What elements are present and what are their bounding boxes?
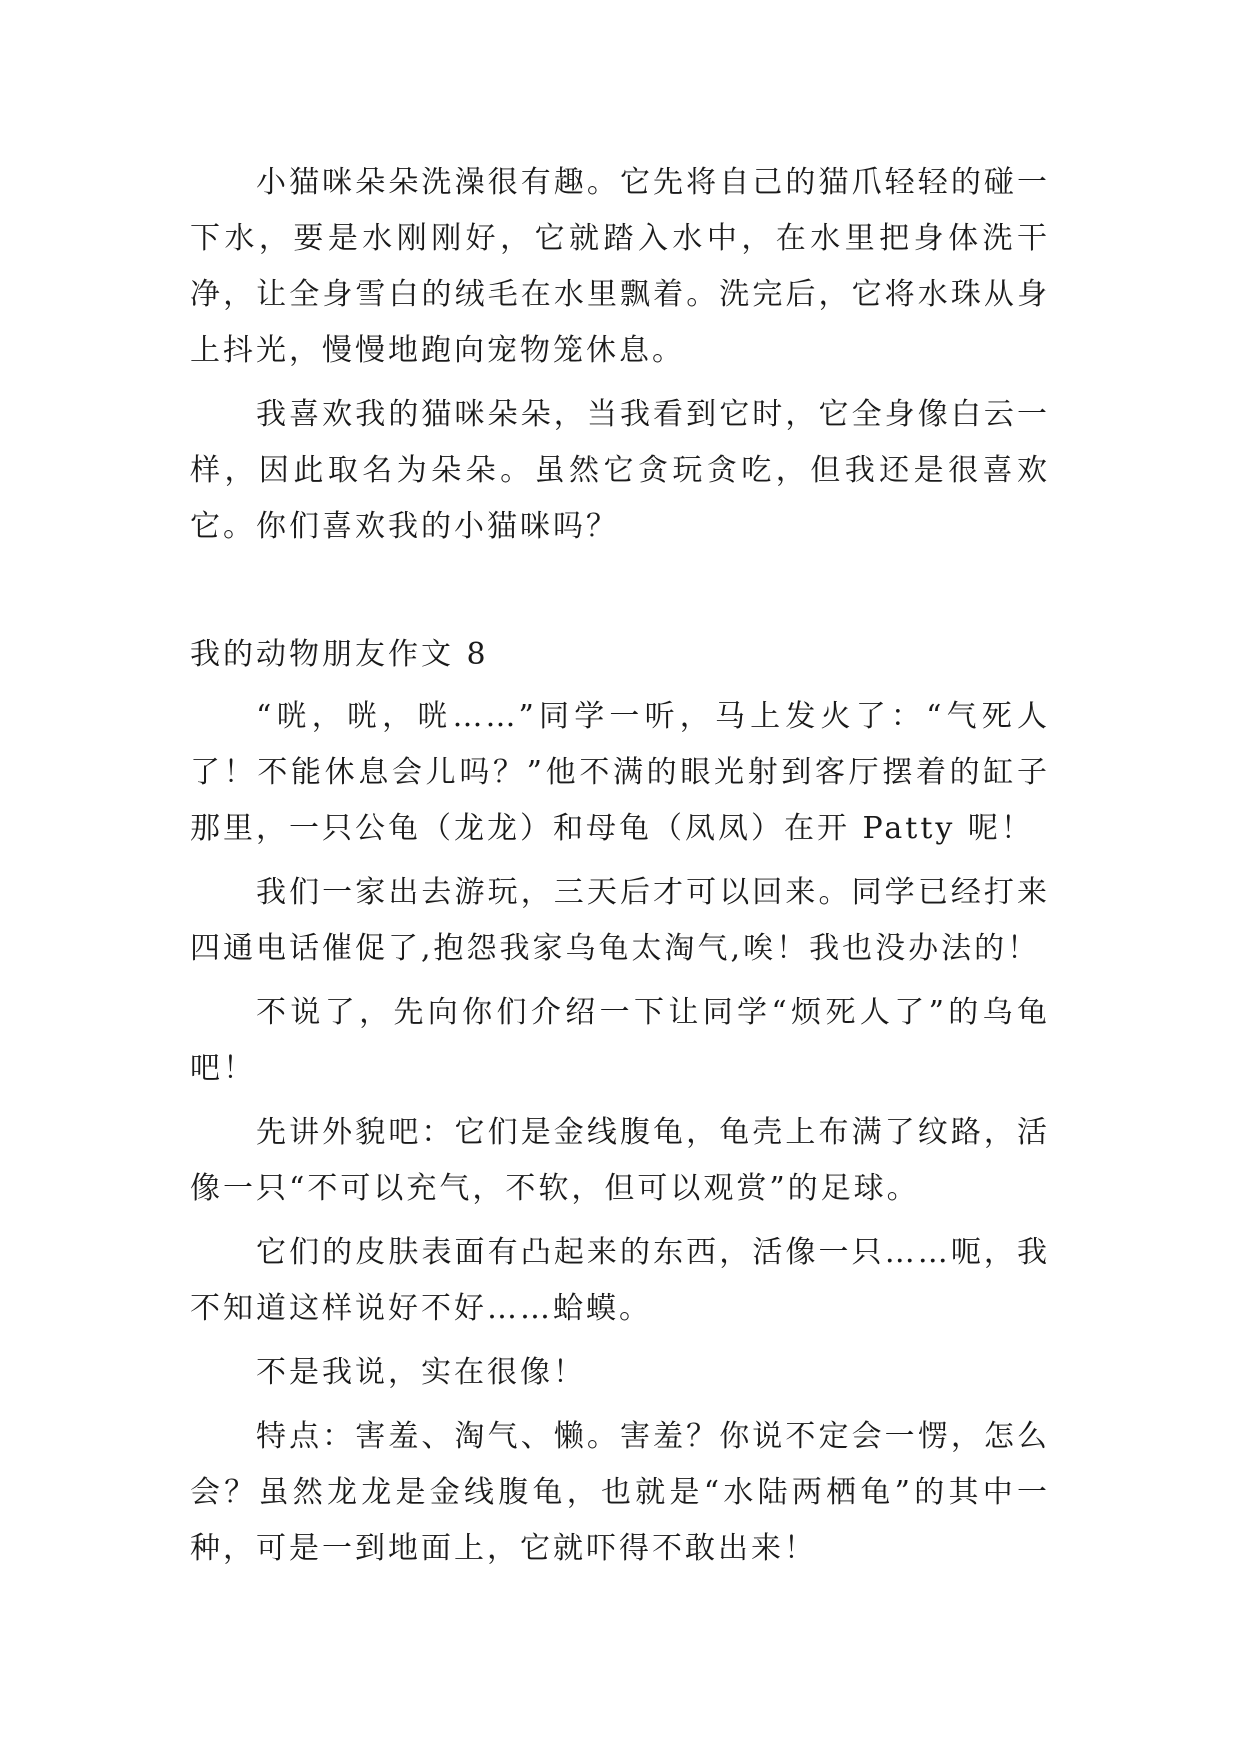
paragraph-family-trip: 我们一家出去游玩，三天后才可以回来。同学已经打来四通电话催促了,抱怨我家乌龟太淘气,唉！我也没办法的！ xyxy=(190,875,1050,966)
paragraph-turtle-noise: “咣，咣，咣……”同学一听，马上发火了：“气死人了！不能休息会儿吗？”他不满的眼光射到客厅摆着的缸子那里，一只公龟（龙龙）和母龟（凤凤）在开 Patty 呢！ xyxy=(190,699,1050,846)
paragraph-cat-love: 我喜欢我的猫咪朵朵，当我看到它时，它全身像白云一样，因此取名为朵朵。虽然它贪玩贪吃，但我还是很喜欢它。你们喜欢我的小猫咪吗？ xyxy=(190,397,1050,544)
section-title: 我的动物朋友作文 8 xyxy=(190,637,489,672)
document-page xyxy=(190,155,1050,1585)
paragraph-really-alike: 不是我说，实在很像！ xyxy=(256,1355,586,1390)
paragraph-introduce: 不说了，先向你们介绍一下让同学“烦死人了”的乌龟吧！ xyxy=(190,995,1050,1086)
paragraph-traits: 特点：害羞、淘气、懒。害羞？你说不定会一愣，怎么会？虽然龙龙是金线腹龟，也就是“水陆两栖龟”的其中一种，可是一到地面上，它就吓得不敢出来！ xyxy=(190,1419,1050,1566)
paragraph-skin: 它们的皮肤表面有凸起来的东西，活像一只……呃，我不知道这样说好不好……蛤蟆。 xyxy=(190,1235,1050,1326)
paragraph-cat-bath: 小猫咪朵朵洗澡很有趣。它先将自己的猫爪轻轻的碰一下水，要是水刚刚好，它就踏入水中，在水里把身体洗干净，让全身雪白的绒毛在水里飘着。洗完后，它将水珠从身上抖光，慢慢地跑向宠物笼休息。 xyxy=(190,165,1050,368)
paragraph-appearance: 先讲外貌吧：它们是金线腹龟，龟壳上布满了纹路，活像一只“不可以充气，不软，但可以观赏”的足球。 xyxy=(190,1115,1050,1206)
